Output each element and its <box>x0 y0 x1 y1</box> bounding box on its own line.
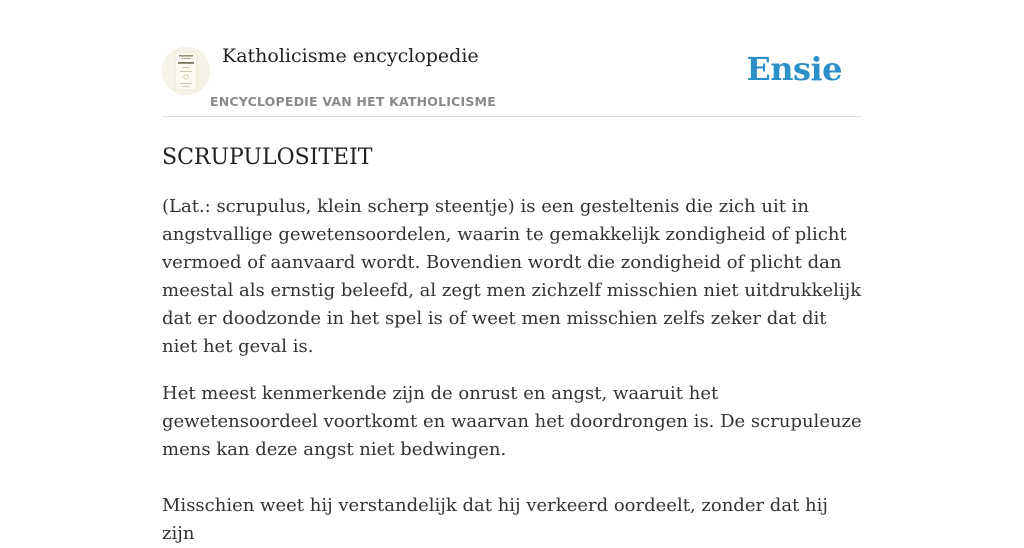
ensie-logo-link[interactable]: Ensie <box>746 50 842 88</box>
entry-paragraph: Het meest kenmerkende zijn de onrust en angst, waaruit het gewetensoordeel voortkomt en waarvan het doordrongen is. De scrupuleuze mens kan deze angst niet bedwingen. <box>162 383 862 460</box>
entry-paragraph: Misschien weet hij verstandelijk dat hij verkeerd oordeelt, zonder dat hij zijn <box>162 495 828 544</box>
site-subtitle: ENCYCLOPEDIE VAN HET KATHOLICISME <box>210 94 496 109</box>
entry-paragraph: (Lat.: scrupulus, klein scherp steentje) is een gesteltenis die zich uit in angstvallige gewetensoordelen, waarin te gemakkelijk zondigheid of plicht vermoed of aanvaard wordt. Bovendien wordt die zondigheid of plicht dan meestal als ernstig beleefd, al zegt men zichzelf misschien niet uitdrukkelijk dat er doodzonde in het spel is of weet men misschien zelfs zeker dat dit niet het geval is. <box>162 196 862 357</box>
page-container <box>162 0 862 548</box>
entry-title: SCRUPULOSITEIT <box>162 145 373 170</box>
site-header <box>162 0 862 117</box>
book-cover-icon[interactable] <box>162 47 210 95</box>
site-title[interactable]: Katholicisme encyclopedie <box>222 45 479 67</box>
book-cover-graphic <box>162 47 210 95</box>
